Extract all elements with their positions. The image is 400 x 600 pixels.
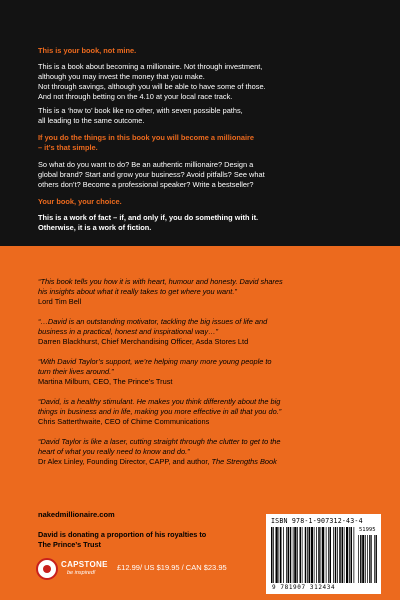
testimonial bbox=[38, 437, 378, 467]
testimonial-author: Martina Milburn, CEO, The Prince’s Trust bbox=[38, 377, 173, 386]
testimonial bbox=[38, 277, 378, 307]
testimonial-text: “David, is a healthy stimulant. He makes you think differently about the big things in business and in life, making you more effective in all that you do.” bbox=[38, 397, 282, 416]
intro-paragraph: This is a book about becoming a millionaire. Not through investment, although you may invest the money that you make. Not through savings, although you will be able to have some of those. And not through betting on the 4.10 at your local race track. bbox=[38, 62, 266, 101]
testimonial-text: “…David is an outstanding motivator, tackling the big issues of life and business in a practical, honest and inspirational way…” bbox=[38, 317, 268, 336]
publisher-tagline: be inspired! bbox=[67, 570, 96, 576]
testimonial-author: Darren Blackhurst, Chief Merchandising Officer, Asda Stores Ltd bbox=[38, 337, 249, 346]
ean-number: 9 781907 312434 bbox=[272, 584, 336, 591]
publisher-logo bbox=[36, 556, 108, 584]
testimonial-author-name: Dr Alex Linley, Founding Director, CAPP, and author, bbox=[38, 457, 212, 466]
how-to-paragraph: This is a ‘how to’ book like no other, with seven possible paths, all leading to the same outcome. bbox=[38, 106, 243, 125]
heading-your-book: This is your book, not mine. bbox=[38, 46, 137, 55]
barcode-icon bbox=[270, 527, 377, 583]
testimonial-author bbox=[38, 457, 378, 467]
heading-your-choice: Your book, your choice. bbox=[38, 197, 122, 206]
website-link[interactable]: nakedmillionaire.com bbox=[38, 510, 115, 519]
testimonial bbox=[38, 357, 378, 387]
back-cover-top-panel bbox=[0, 0, 400, 246]
heading-millionaire: If you do the things in this book you will become a millionaire – it’s that simple. bbox=[38, 133, 254, 152]
isbn-barcode-block bbox=[266, 514, 381, 594]
testimonial-author: Lord Tim Bell bbox=[38, 297, 82, 306]
book-title: The Strengths Book bbox=[211, 457, 277, 466]
price-list: £12.99/ US $19.95 / CAN $23.95 bbox=[117, 563, 227, 572]
price-addon-code: 51995 bbox=[359, 527, 376, 533]
isbn-label: ISBN 978-1-907312-43-4 bbox=[271, 517, 363, 525]
testimonial-author: Chris Satterthwaite, CEO of Chime Communications bbox=[38, 417, 210, 426]
questions-paragraph: So what do you want to do? Be an authentic millionaire? Design a global brand? Start and grow your business? Avoid pitfalls? See what others don’t? Become a professional speaker? Write a bestseller? bbox=[38, 160, 265, 189]
publisher-name: CAPSTONE bbox=[61, 560, 108, 569]
testimonial-text: “This book tells you how it is with heart, humour and honesty. David shares his insights about what it really takes to get where you want.” bbox=[38, 277, 283, 296]
testimonial bbox=[38, 317, 378, 347]
testimonial bbox=[38, 397, 378, 427]
capstone-logo-icon bbox=[36, 558, 58, 580]
fact-fiction-paragraph: This is a work of fact – if, and only if, you do something with it. Otherwise, it is a work of fiction. bbox=[38, 213, 259, 232]
donation-note: David is donating a proportion of his royalties to The Prince’s Trust bbox=[38, 530, 207, 549]
testimonial-text: “With David Taylor’s support, we’re helping many more young people to turn their lives around.” bbox=[38, 357, 272, 376]
testimonial-text: “David Taylor is like a laser, cutting straight through the clutter to get to the heart of what you really need to know and do.” bbox=[38, 437, 281, 456]
